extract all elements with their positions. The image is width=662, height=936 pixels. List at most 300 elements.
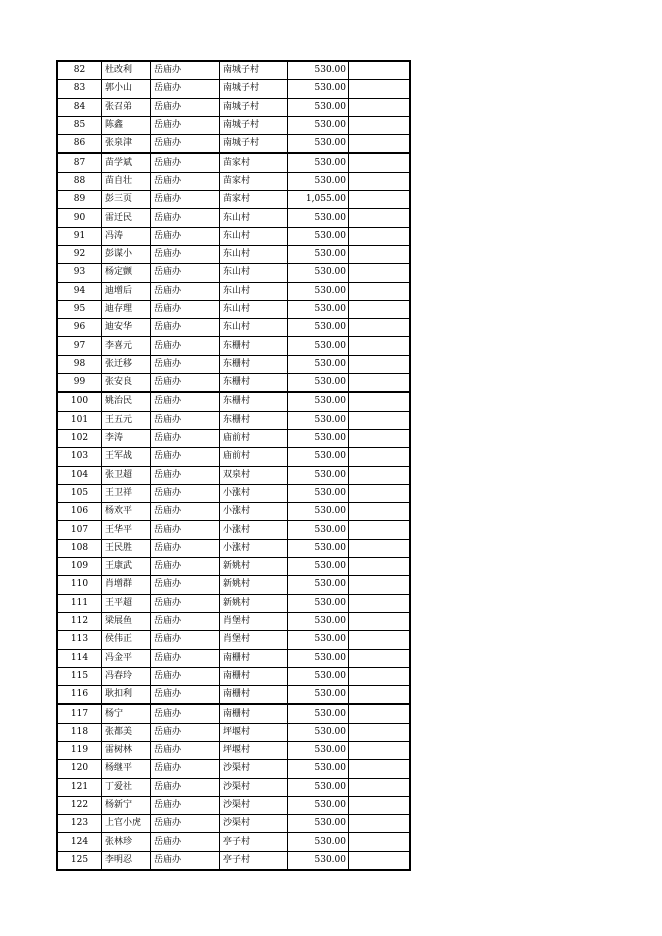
table-row <box>57 80 410 98</box>
cell-village[interactable]: 东山村 <box>220 282 288 300</box>
cell-amount[interactable]: 530.00 <box>288 392 349 411</box>
cell-amount[interactable]: 530.00 <box>288 411 349 429</box>
cell-office[interactable]: 岳庙办 <box>151 594 220 612</box>
cell-village[interactable]: 南栅村 <box>220 686 288 705</box>
cell-office[interactable]: 岳庙办 <box>151 319 220 337</box>
cell-number[interactable]: 89 <box>57 191 102 209</box>
table-row <box>57 667 410 685</box>
cell-number[interactable]: 124 <box>57 833 102 851</box>
cell-number[interactable]: 82 <box>57 61 102 80</box>
cell-name[interactable]: 陈鑫 <box>102 116 151 134</box>
cell-note[interactable] <box>349 760 411 778</box>
cell-office[interactable]: 岳庙办 <box>151 612 220 630</box>
table-row <box>57 448 410 466</box>
cell-name[interactable]: 张都美 <box>102 723 151 741</box>
cell-name[interactable]: 冯春玲 <box>102 667 151 685</box>
cell-amount[interactable]: 530.00 <box>288 815 349 833</box>
cell-office[interactable]: 岳庙办 <box>151 704 220 723</box>
cell-amount[interactable]: 530.00 <box>288 374 349 393</box>
cell-village[interactable]: 双泉村 <box>220 466 288 484</box>
cell-village[interactable]: 南栅村 <box>220 667 288 685</box>
cell-village[interactable]: 东山村 <box>220 300 288 318</box>
cell-amount[interactable]: 530.00 <box>288 631 349 649</box>
cell-village[interactable]: 小涨村 <box>220 484 288 502</box>
table-row <box>57 723 410 741</box>
cell-office[interactable]: 岳庙办 <box>151 61 220 80</box>
cell-office[interactable]: 岳庙办 <box>151 227 220 245</box>
cell-village[interactable]: 南城子村 <box>220 116 288 134</box>
cell-number[interactable]: 100 <box>57 392 102 411</box>
table-row <box>57 429 410 447</box>
cell-village[interactable]: 东栅村 <box>220 337 288 355</box>
cell-note[interactable] <box>349 98 411 116</box>
cell-name[interactable]: 王民胜 <box>102 539 151 557</box>
cell-village[interactable]: 小涨村 <box>220 503 288 521</box>
cell-note[interactable] <box>349 392 411 411</box>
cell-name[interactable]: 王华平 <box>102 521 151 539</box>
cell-name[interactable]: 侯伟正 <box>102 631 151 649</box>
cell-name[interactable]: 彭谋小 <box>102 245 151 263</box>
cell-number[interactable]: 85 <box>57 116 102 134</box>
cell-village[interactable]: 东栅村 <box>220 355 288 373</box>
cell-number[interactable]: 113 <box>57 631 102 649</box>
cell-name[interactable]: 苗学斌 <box>102 153 151 172</box>
cell-office[interactable]: 岳庙办 <box>151 796 220 814</box>
cell-village[interactable]: 亭子村 <box>220 851 288 870</box>
table-row <box>57 355 410 373</box>
cell-note[interactable] <box>349 484 411 502</box>
cell-number[interactable]: 105 <box>57 484 102 502</box>
cell-number[interactable]: 121 <box>57 778 102 796</box>
table-row <box>57 521 410 539</box>
cell-number[interactable]: 99 <box>57 374 102 393</box>
cell-note[interactable] <box>349 594 411 612</box>
cell-name[interactable]: 杜改利 <box>102 61 151 80</box>
cell-village[interactable]: 新姚村 <box>220 558 288 576</box>
cell-office[interactable]: 岳庙办 <box>151 98 220 116</box>
cell-number[interactable]: 83 <box>57 80 102 98</box>
cell-amount[interactable]: 530.00 <box>288 80 349 98</box>
cell-note[interactable] <box>349 539 411 557</box>
cell-office[interactable]: 岳庙办 <box>151 392 220 411</box>
cell-office[interactable]: 岳庙办 <box>151 741 220 759</box>
cell-number[interactable]: 114 <box>57 649 102 667</box>
cell-number[interactable]: 107 <box>57 521 102 539</box>
cell-number[interactable]: 117 <box>57 704 102 723</box>
cell-village[interactable]: 沙渠村 <box>220 778 288 796</box>
table-row <box>57 282 410 300</box>
cell-note[interactable] <box>349 337 411 355</box>
cell-number[interactable]: 115 <box>57 667 102 685</box>
cell-note[interactable] <box>349 135 411 154</box>
cell-amount[interactable]: 530.00 <box>288 172 349 190</box>
cell-village[interactable]: 苗家村 <box>220 191 288 209</box>
cell-amount[interactable]: 530.00 <box>288 61 349 80</box>
cell-name[interactable]: 王平超 <box>102 594 151 612</box>
cell-office[interactable]: 岳庙办 <box>151 80 220 98</box>
cell-office[interactable]: 岳庙办 <box>151 484 220 502</box>
cell-village[interactable]: 小涨村 <box>220 521 288 539</box>
cell-office[interactable]: 岳庙办 <box>151 833 220 851</box>
cell-village[interactable]: 新姚村 <box>220 594 288 612</box>
cell-name[interactable]: 张安良 <box>102 374 151 393</box>
cell-note[interactable] <box>349 723 411 741</box>
cell-note[interactable] <box>349 116 411 134</box>
cell-name[interactable]: 杨欢平 <box>102 503 151 521</box>
cell-office[interactable]: 岳庙办 <box>151 760 220 778</box>
cell-amount[interactable]: 530.00 <box>288 355 349 373</box>
table-row <box>57 649 410 667</box>
cell-office[interactable]: 岳庙办 <box>151 466 220 484</box>
cell-amount[interactable]: 530.00 <box>288 264 349 282</box>
cell-number[interactable]: 91 <box>57 227 102 245</box>
table-row <box>57 539 410 557</box>
cell-amount[interactable]: 530.00 <box>288 300 349 318</box>
cell-village[interactable]: 南栅村 <box>220 649 288 667</box>
cell-note[interactable] <box>349 411 411 429</box>
table-row <box>57 503 410 521</box>
cell-office[interactable]: 岳庙办 <box>151 649 220 667</box>
cell-note[interactable] <box>349 429 411 447</box>
cell-number[interactable]: 94 <box>57 282 102 300</box>
cell-office[interactable]: 岳庙办 <box>151 411 220 429</box>
cell-village[interactable]: 苗家村 <box>220 153 288 172</box>
cell-note[interactable] <box>349 374 411 393</box>
cell-name[interactable]: 彭三页 <box>102 191 151 209</box>
cell-amount[interactable]: 530.00 <box>288 833 349 851</box>
cell-amount[interactable]: 530.00 <box>288 558 349 576</box>
cell-village[interactable]: 东山村 <box>220 319 288 337</box>
cell-office[interactable]: 岳庙办 <box>151 539 220 557</box>
cell-amount[interactable]: 530.00 <box>288 649 349 667</box>
cell-name[interactable]: 张泉津 <box>102 135 151 154</box>
cell-amount[interactable]: 530.00 <box>288 576 349 594</box>
cell-name[interactable]: 杨定颤 <box>102 264 151 282</box>
cell-note[interactable] <box>349 448 411 466</box>
cell-office[interactable]: 岳庙办 <box>151 172 220 190</box>
cell-amount[interactable]: 530.00 <box>288 851 349 870</box>
cell-office[interactable]: 岳庙办 <box>151 264 220 282</box>
cell-amount[interactable]: 530.00 <box>288 503 349 521</box>
table-row <box>57 191 410 209</box>
cell-village[interactable]: 肖堡村 <box>220 631 288 649</box>
cell-note[interactable] <box>349 851 411 870</box>
cell-note[interactable] <box>349 778 411 796</box>
table-row <box>57 760 410 778</box>
cell-number[interactable]: 108 <box>57 539 102 557</box>
cell-name[interactable]: 王军战 <box>102 448 151 466</box>
cell-number[interactable]: 93 <box>57 264 102 282</box>
cell-number[interactable]: 102 <box>57 429 102 447</box>
cell-name[interactable]: 耿扣利 <box>102 686 151 705</box>
cell-name[interactable]: 杨新宁 <box>102 796 151 814</box>
cell-name[interactable]: 杨宁 <box>102 704 151 723</box>
cell-amount[interactable]: 530.00 <box>288 209 349 227</box>
cell-amount[interactable]: 530.00 <box>288 796 349 814</box>
cell-name[interactable]: 王康武 <box>102 558 151 576</box>
cell-village[interactable]: 小涨村 <box>220 539 288 557</box>
cell-number[interactable]: 109 <box>57 558 102 576</box>
cell-number[interactable]: 119 <box>57 741 102 759</box>
cell-name[interactable]: 迪存理 <box>102 300 151 318</box>
cell-village[interactable]: 坪堰村 <box>220 741 288 759</box>
cell-office[interactable]: 岳庙办 <box>151 153 220 172</box>
cell-amount[interactable]: 530.00 <box>288 539 349 557</box>
cell-village[interactable]: 东栅村 <box>220 411 288 429</box>
cell-office[interactable]: 岳庙办 <box>151 337 220 355</box>
cell-amount[interactable]: 530.00 <box>288 466 349 484</box>
cell-note[interactable] <box>349 191 411 209</box>
cell-note[interactable] <box>349 833 411 851</box>
table-row <box>57 815 410 833</box>
cell-village[interactable]: 南栅村 <box>220 704 288 723</box>
cell-office[interactable]: 岳庙办 <box>151 723 220 741</box>
cell-number[interactable]: 90 <box>57 209 102 227</box>
cell-note[interactable] <box>349 704 411 723</box>
cell-name[interactable]: 冯涛 <box>102 227 151 245</box>
cell-number[interactable]: 106 <box>57 503 102 521</box>
cell-amount[interactable]: 530.00 <box>288 778 349 796</box>
cell-note[interactable] <box>349 227 411 245</box>
cell-note[interactable] <box>349 649 411 667</box>
cell-note[interactable] <box>349 153 411 172</box>
cell-name[interactable]: 张林珍 <box>102 833 151 851</box>
cell-name[interactable]: 杨继平 <box>102 760 151 778</box>
table-row <box>57 245 410 263</box>
cell-amount[interactable]: 530.00 <box>288 612 349 630</box>
cell-name[interactable]: 迪安华 <box>102 319 151 337</box>
cell-name[interactable]: 姚治民 <box>102 392 151 411</box>
table-row <box>57 337 410 355</box>
cell-name[interactable]: 丁爱社 <box>102 778 151 796</box>
cell-office[interactable]: 岳庙办 <box>151 374 220 393</box>
cell-office[interactable]: 岳庙办 <box>151 576 220 594</box>
table-row <box>57 227 410 245</box>
cell-office[interactable]: 岳庙办 <box>151 355 220 373</box>
cell-number[interactable]: 101 <box>57 411 102 429</box>
cell-office[interactable]: 岳庙办 <box>151 631 220 649</box>
cell-village[interactable]: 沙渠村 <box>220 760 288 778</box>
table-body <box>57 61 410 870</box>
cell-name[interactable]: 上官小虎 <box>102 815 151 833</box>
cell-office[interactable]: 岳庙办 <box>151 209 220 227</box>
cell-number[interactable]: 116 <box>57 686 102 705</box>
cell-name[interactable]: 张卫超 <box>102 466 151 484</box>
cell-office[interactable]: 岳庙办 <box>151 300 220 318</box>
cell-number[interactable]: 125 <box>57 851 102 870</box>
table-row <box>57 374 410 393</box>
cell-village[interactable]: 南城子村 <box>220 98 288 116</box>
cell-office[interactable]: 岳庙办 <box>151 429 220 447</box>
cell-amount[interactable]: 530.00 <box>288 521 349 539</box>
cell-office[interactable]: 岳庙办 <box>151 778 220 796</box>
cell-office[interactable]: 岳庙办 <box>151 448 220 466</box>
cell-note[interactable] <box>349 503 411 521</box>
table-row <box>57 851 410 870</box>
cell-number[interactable]: 111 <box>57 594 102 612</box>
cell-amount[interactable]: 530.00 <box>288 704 349 723</box>
cell-number[interactable]: 97 <box>57 337 102 355</box>
cell-name[interactable]: 苗自壮 <box>102 172 151 190</box>
cell-name[interactable]: 雷迁民 <box>102 209 151 227</box>
cell-amount[interactable]: 530.00 <box>288 153 349 172</box>
cell-village[interactable]: 新姚村 <box>220 576 288 594</box>
cell-name[interactable]: 雷树林 <box>102 741 151 759</box>
cell-note[interactable] <box>349 631 411 649</box>
cell-note[interactable] <box>349 245 411 263</box>
cell-office[interactable]: 岳庙办 <box>151 282 220 300</box>
cell-note[interactable] <box>349 264 411 282</box>
cell-number[interactable]: 103 <box>57 448 102 466</box>
cell-number[interactable]: 87 <box>57 153 102 172</box>
cell-name[interactable]: 郭小山 <box>102 80 151 98</box>
cell-name[interactable]: 肖增群 <box>102 576 151 594</box>
cell-note[interactable] <box>349 521 411 539</box>
cell-village[interactable]: 坪堰村 <box>220 723 288 741</box>
cell-note[interactable] <box>349 319 411 337</box>
cell-amount[interactable]: 530.00 <box>288 429 349 447</box>
cell-number[interactable]: 86 <box>57 135 102 154</box>
cell-name[interactable]: 梁展鱼 <box>102 612 151 630</box>
cell-office[interactable]: 岳庙办 <box>151 116 220 134</box>
cell-village[interactable]: 东栅村 <box>220 392 288 411</box>
cell-name[interactable]: 李涛 <box>102 429 151 447</box>
table-row <box>57 319 410 337</box>
cell-number[interactable]: 98 <box>57 355 102 373</box>
cell-village[interactable]: 东山村 <box>220 264 288 282</box>
cell-number[interactable]: 118 <box>57 723 102 741</box>
cell-amount[interactable]: 530.00 <box>288 135 349 154</box>
cell-name[interactable]: 王五元 <box>102 411 151 429</box>
cell-amount[interactable]: 530.00 <box>288 448 349 466</box>
cell-note[interactable] <box>349 796 411 814</box>
table-row <box>57 631 410 649</box>
table-row <box>57 411 410 429</box>
cell-note[interactable] <box>349 209 411 227</box>
cell-note[interactable] <box>349 300 411 318</box>
cell-village[interactable]: 沙渠村 <box>220 796 288 814</box>
cell-village[interactable]: 东山村 <box>220 227 288 245</box>
cell-village[interactable]: 沙渠村 <box>220 815 288 833</box>
table-row <box>57 833 410 851</box>
cell-office[interactable]: 岳庙办 <box>151 667 220 685</box>
cell-amount[interactable]: 530.00 <box>288 723 349 741</box>
cell-office[interactable]: 岳庙办 <box>151 503 220 521</box>
cell-note[interactable] <box>349 282 411 300</box>
cell-office[interactable]: 岳庙办 <box>151 191 220 209</box>
cell-name[interactable]: 李明忍 <box>102 851 151 870</box>
cell-note[interactable] <box>349 667 411 685</box>
cell-note[interactable] <box>349 741 411 759</box>
cell-amount[interactable]: 530.00 <box>288 594 349 612</box>
cell-office[interactable]: 岳庙办 <box>151 558 220 576</box>
cell-number[interactable]: 92 <box>57 245 102 263</box>
cell-name[interactable]: 王卫祥 <box>102 484 151 502</box>
cell-note[interactable] <box>349 612 411 630</box>
cell-village[interactable]: 庙前村 <box>220 448 288 466</box>
cell-note[interactable] <box>349 558 411 576</box>
cell-name[interactable]: 迪增后 <box>102 282 151 300</box>
cell-village[interactable]: 南城子村 <box>220 80 288 98</box>
table-row <box>57 594 410 612</box>
cell-amount[interactable]: 530.00 <box>288 741 349 759</box>
cell-number[interactable]: 110 <box>57 576 102 594</box>
cell-village[interactable]: 肖堡村 <box>220 612 288 630</box>
table-row <box>57 796 410 814</box>
cell-amount[interactable]: 530.00 <box>288 667 349 685</box>
table-row <box>57 300 410 318</box>
cell-amount[interactable]: 530.00 <box>288 282 349 300</box>
cell-name[interactable]: 张迁移 <box>102 355 151 373</box>
cell-amount[interactable]: 530.00 <box>288 484 349 502</box>
cell-village[interactable]: 东栅村 <box>220 374 288 393</box>
cell-amount[interactable]: 530.00 <box>288 319 349 337</box>
table-row <box>57 61 410 80</box>
table-row <box>57 741 410 759</box>
cell-village[interactable]: 南城子村 <box>220 135 288 154</box>
cell-village[interactable]: 亭子村 <box>220 833 288 851</box>
cell-name[interactable]: 李喜元 <box>102 337 151 355</box>
cell-note[interactable] <box>349 61 411 80</box>
cell-amount[interactable]: 530.00 <box>288 245 349 263</box>
table-row <box>57 466 410 484</box>
cell-village[interactable]: 南城子村 <box>220 61 288 80</box>
cell-amount[interactable]: 530.00 <box>288 686 349 705</box>
table-row <box>57 686 410 705</box>
cell-number[interactable]: 122 <box>57 796 102 814</box>
cell-village[interactable]: 东山村 <box>220 245 288 263</box>
cell-amount[interactable]: 530.00 <box>288 98 349 116</box>
cell-name[interactable]: 张召弟 <box>102 98 151 116</box>
cell-note[interactable] <box>349 80 411 98</box>
cell-office[interactable]: 岳庙办 <box>151 521 220 539</box>
cell-office[interactable]: 岳庙办 <box>151 815 220 833</box>
cell-note[interactable] <box>349 815 411 833</box>
spreadsheet-table <box>56 60 411 871</box>
cell-note[interactable] <box>349 576 411 594</box>
cell-amount[interactable]: 530.00 <box>288 760 349 778</box>
cell-name[interactable]: 冯金平 <box>102 649 151 667</box>
cell-amount[interactable]: 530.00 <box>288 116 349 134</box>
cell-note[interactable] <box>349 466 411 484</box>
cell-number[interactable]: 84 <box>57 98 102 116</box>
table-row <box>57 209 410 227</box>
cell-number[interactable]: 95 <box>57 300 102 318</box>
cell-office[interactable]: 岳庙办 <box>151 686 220 705</box>
cell-village[interactable]: 苗家村 <box>220 172 288 190</box>
cell-village[interactable]: 东山村 <box>220 209 288 227</box>
cell-office[interactable]: 岳庙办 <box>151 245 220 263</box>
table-row <box>57 778 410 796</box>
cell-number[interactable]: 123 <box>57 815 102 833</box>
cell-number[interactable]: 96 <box>57 319 102 337</box>
cell-village[interactable]: 庙前村 <box>220 429 288 447</box>
cell-note[interactable] <box>349 172 411 190</box>
cell-number[interactable]: 88 <box>57 172 102 190</box>
table-row <box>57 392 410 411</box>
cell-note[interactable] <box>349 686 411 705</box>
cell-office[interactable]: 岳庙办 <box>151 851 220 870</box>
table-row <box>57 116 410 134</box>
cell-note[interactable] <box>349 355 411 373</box>
cell-number[interactable]: 112 <box>57 612 102 630</box>
cell-amount[interactable]: 530.00 <box>288 337 349 355</box>
cell-office[interactable]: 岳庙办 <box>151 135 220 154</box>
cell-amount[interactable]: 530.00 <box>288 227 349 245</box>
cell-number[interactable]: 120 <box>57 760 102 778</box>
cell-number[interactable]: 104 <box>57 466 102 484</box>
cell-amount[interactable]: 1,055.00 <box>288 191 349 209</box>
